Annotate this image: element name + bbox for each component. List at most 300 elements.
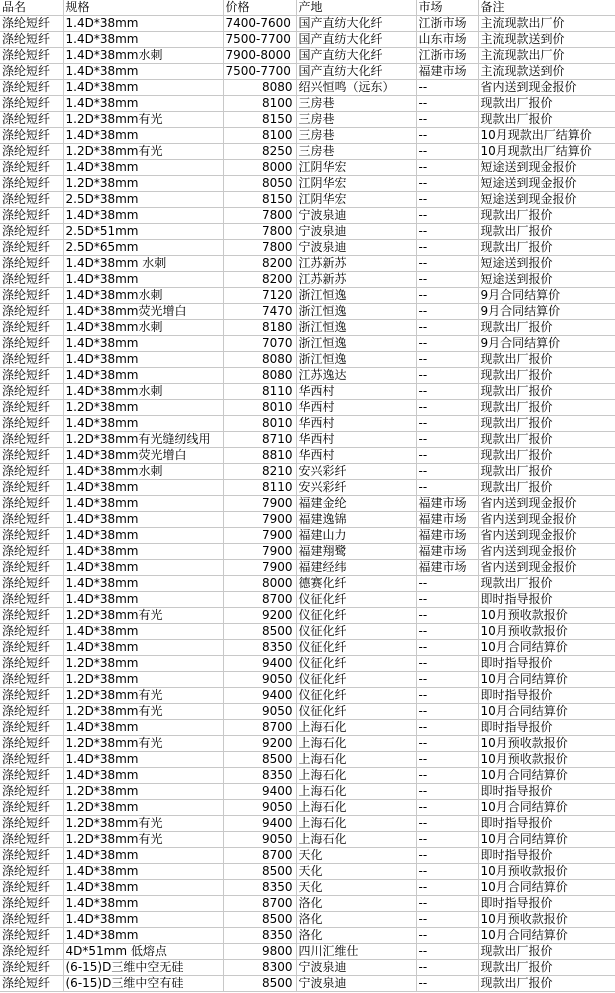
cell-market: -- [416, 944, 478, 960]
cell-price: 7400-7600 [223, 16, 296, 32]
cell-market: -- [416, 784, 478, 800]
cell-spec: 1.4D*38mm [63, 896, 223, 912]
cell-remark: 省内送到现金报价 [478, 528, 615, 544]
cell-price: 7500-7700 [223, 32, 296, 48]
cell-price: 7800 [223, 224, 296, 240]
cell-price: 8350 [223, 880, 296, 896]
cell-origin: 仪征化纤 [296, 608, 416, 624]
cell-origin: 江苏新苏 [296, 272, 416, 288]
cell-remark: 10月合同结算价 [478, 880, 615, 896]
cell-spec: 1.2D*38mm [63, 656, 223, 672]
cell-product-name: 涤纶短纤 [0, 848, 63, 864]
cell-remark: 10月预收款报价 [478, 624, 615, 640]
cell-price: 7470 [223, 304, 296, 320]
cell-product-name: 涤纶短纤 [0, 784, 63, 800]
table-row [0, 416, 615, 432]
cell-market: -- [416, 176, 478, 192]
cell-market: -- [416, 288, 478, 304]
cell-price: 9050 [223, 832, 296, 848]
cell-market: 福建市场 [416, 496, 478, 512]
cell-origin: 华西村 [296, 448, 416, 464]
cell-spec: 1.4D*38mm [63, 208, 223, 224]
cell-price: 7900 [223, 560, 296, 576]
cell-origin: 仪征化纤 [296, 624, 416, 640]
cell-remark: 短途送到现金报价 [478, 176, 615, 192]
cell-price: 9400 [223, 784, 296, 800]
cell-price: 8100 [223, 128, 296, 144]
cell-price: 7900 [223, 544, 296, 560]
cell-market: -- [416, 752, 478, 768]
cell-origin: 福建山力 [296, 528, 416, 544]
cell-spec: 1.4D*38mm [63, 528, 223, 544]
cell-market: -- [416, 656, 478, 672]
cell-origin: 宁波泉迪 [296, 240, 416, 256]
cell-product-name: 涤纶短纤 [0, 80, 63, 96]
table-row [0, 400, 615, 416]
cell-remark: 现款出厂报价 [478, 384, 615, 400]
cell-market: 江浙市场 [416, 48, 478, 64]
cell-market: -- [416, 896, 478, 912]
cell-market: -- [416, 864, 478, 880]
cell-remark: 短途送到现金报价 [478, 192, 615, 208]
cell-spec: (6-15)D三维中空无硅 [63, 960, 223, 976]
cell-remark: 10月合同结算价 [478, 928, 615, 944]
cell-remark: 现款出厂报价 [478, 320, 615, 336]
cell-product-name: 涤纶短纤 [0, 160, 63, 176]
cell-product-name: 涤纶短纤 [0, 64, 63, 80]
cell-product-name: 涤纶短纤 [0, 624, 63, 640]
table-row [0, 448, 615, 464]
cell-product-name: 涤纶短纤 [0, 96, 63, 112]
table-row [0, 624, 615, 640]
cell-remark: 主流现款出厂价 [478, 16, 615, 32]
cell-remark: 现款出厂报价 [478, 400, 615, 416]
cell-remark: 即时指导报价 [478, 592, 615, 608]
cell-price: 8080 [223, 352, 296, 368]
cell-spec: 1.4D*38mm [63, 928, 223, 944]
header-remark: 备注 [478, 0, 615, 16]
cell-remark: 现款出厂报价 [478, 96, 615, 112]
cell-price: 8180 [223, 320, 296, 336]
cell-origin: 国产直纺大化纤 [296, 64, 416, 80]
cell-spec: 1.2D*38mm有光 [63, 112, 223, 128]
cell-price: 8700 [223, 896, 296, 912]
cell-price: 9200 [223, 608, 296, 624]
cell-market: -- [416, 928, 478, 944]
cell-product-name: 涤纶短纤 [0, 128, 63, 144]
cell-price: 8010 [223, 416, 296, 432]
cell-product-name: 涤纶短纤 [0, 256, 63, 272]
cell-spec: 1.4D*38mm [63, 80, 223, 96]
table-row [0, 848, 615, 864]
table-row [0, 832, 615, 848]
table-row [0, 944, 615, 960]
cell-price: 8500 [223, 624, 296, 640]
cell-product-name: 涤纶短纤 [0, 448, 63, 464]
cell-remark: 现款出厂报价 [478, 208, 615, 224]
table-row [0, 656, 615, 672]
cell-price: 8700 [223, 592, 296, 608]
cell-spec: 1.4D*38mm [63, 352, 223, 368]
cell-spec: 1.2D*38mm [63, 784, 223, 800]
cell-remark: 省内送到现金报价 [478, 496, 615, 512]
cell-product-name: 涤纶短纤 [0, 800, 63, 816]
cell-price: 8700 [223, 720, 296, 736]
cell-origin: 仪征化纤 [296, 592, 416, 608]
cell-price: 8000 [223, 576, 296, 592]
cell-origin: 仪征化纤 [296, 656, 416, 672]
cell-origin: 国产直纺大化纤 [296, 16, 416, 32]
cell-spec: 1.4D*38mm [63, 32, 223, 48]
cell-price: 8150 [223, 192, 296, 208]
table-row [0, 464, 615, 480]
cell-spec: 1.4D*38mm [63, 560, 223, 576]
cell-price: 8350 [223, 768, 296, 784]
cell-remark: 即时指导报价 [478, 896, 615, 912]
cell-origin: 浙江恒逸 [296, 320, 416, 336]
cell-origin: 仪征化纤 [296, 704, 416, 720]
cell-spec: 1.2D*38mm [63, 400, 223, 416]
cell-spec: 1.4D*38mm [63, 848, 223, 864]
cell-product-name: 涤纶短纤 [0, 272, 63, 288]
cell-product-name: 涤纶短纤 [0, 352, 63, 368]
cell-price: 8080 [223, 368, 296, 384]
cell-remark: 9月合同结算价 [478, 304, 615, 320]
cell-price: 8300 [223, 960, 296, 976]
table-row [0, 288, 615, 304]
header-price: 价格 [223, 0, 296, 16]
cell-origin: 福建金纶 [296, 496, 416, 512]
cell-spec: 1.2D*38mm有光 [63, 144, 223, 160]
table-row [0, 496, 615, 512]
cell-spec: 1.4D*38mm [63, 624, 223, 640]
cell-product-name: 涤纶短纤 [0, 336, 63, 352]
cell-market: -- [416, 624, 478, 640]
cell-market: -- [416, 672, 478, 688]
cell-spec: 2.5D*38mm [63, 192, 223, 208]
cell-spec: 1.2D*38mm有光 [63, 736, 223, 752]
cell-origin: 江阴华宏 [296, 160, 416, 176]
cell-origin: 天化 [296, 880, 416, 896]
cell-origin: 国产直纺大化纤 [296, 48, 416, 64]
table-row [0, 48, 615, 64]
cell-market: -- [416, 192, 478, 208]
table-row [0, 32, 615, 48]
cell-origin: 国产直纺大化纤 [296, 32, 416, 48]
cell-price: 8080 [223, 80, 296, 96]
cell-origin: 上海石化 [296, 832, 416, 848]
cell-price: 8710 [223, 432, 296, 448]
table-row [0, 304, 615, 320]
cell-spec: 1.2D*38mm [63, 672, 223, 688]
cell-origin: 华西村 [296, 432, 416, 448]
cell-remark: 9月合同结算价 [478, 288, 615, 304]
table-row [0, 160, 615, 176]
cell-spec: 1.4D*38mm [63, 768, 223, 784]
cell-price: 8200 [223, 272, 296, 288]
cell-origin: 三房巷 [296, 112, 416, 128]
cell-remark: 10月预收款报价 [478, 912, 615, 928]
cell-market: -- [416, 112, 478, 128]
cell-product-name: 涤纶短纤 [0, 288, 63, 304]
cell-remark: 省内送到现金报价 [478, 80, 615, 96]
cell-remark: 10月合同结算价 [478, 800, 615, 816]
cell-product-name: 涤纶短纤 [0, 480, 63, 496]
cell-remark: 10月合同结算价 [478, 704, 615, 720]
cell-origin: 浙江恒逸 [296, 288, 416, 304]
cell-product-name: 涤纶短纤 [0, 112, 63, 128]
cell-product-name: 涤纶短纤 [0, 656, 63, 672]
cell-product-name: 涤纶短纤 [0, 400, 63, 416]
cell-remark: 短途送到报价 [478, 272, 615, 288]
cell-price: 8010 [223, 400, 296, 416]
cell-spec: 1.4D*38mm [63, 576, 223, 592]
cell-product-name: 涤纶短纤 [0, 608, 63, 624]
cell-price: 8810 [223, 448, 296, 464]
table-row [0, 880, 615, 896]
cell-spec: 1.4D*38mm水刺 [63, 384, 223, 400]
cell-product-name: 涤纶短纤 [0, 560, 63, 576]
cell-price: 8000 [223, 160, 296, 176]
cell-market: -- [416, 240, 478, 256]
cell-origin: 三房巷 [296, 144, 416, 160]
cell-spec: 1.4D*38mm [63, 416, 223, 432]
table-row [0, 80, 615, 96]
cell-price: 7900 [223, 512, 296, 528]
cell-spec: 1.4D*38mm [63, 64, 223, 80]
cell-price: 8500 [223, 752, 296, 768]
cell-origin: 安兴彩纤 [296, 480, 416, 496]
cell-origin: 福建逸锦 [296, 512, 416, 528]
cell-product-name: 涤纶短纤 [0, 816, 63, 832]
table-row [0, 784, 615, 800]
cell-market: -- [416, 304, 478, 320]
cell-market: -- [416, 768, 478, 784]
cell-spec: 1.4D*38mm荧光增白 [63, 304, 223, 320]
cell-origin: 江阴华宏 [296, 192, 416, 208]
cell-origin: 宁波泉迪 [296, 960, 416, 976]
table-row [0, 688, 615, 704]
cell-market: -- [416, 880, 478, 896]
cell-spec: 1.4D*38mm [63, 640, 223, 656]
table-row [0, 576, 615, 592]
header-product-name: 品名 [0, 0, 63, 16]
cell-origin: 洛化 [296, 912, 416, 928]
cell-origin: 江苏逸达 [296, 368, 416, 384]
table-row [0, 224, 615, 240]
cell-spec: 1.4D*38mm [63, 16, 223, 32]
table-row [0, 256, 615, 272]
cell-remark: 10月合同结算价 [478, 832, 615, 848]
cell-market: -- [416, 352, 478, 368]
table-row [0, 800, 615, 816]
cell-product-name: 涤纶短纤 [0, 384, 63, 400]
cell-origin: 洛化 [296, 896, 416, 912]
cell-remark: 现款出厂报价 [478, 432, 615, 448]
cell-price: 8350 [223, 928, 296, 944]
cell-price: 8150 [223, 112, 296, 128]
cell-origin: 上海石化 [296, 784, 416, 800]
cell-price: 8200 [223, 256, 296, 272]
cell-price: 9050 [223, 672, 296, 688]
table-row [0, 368, 615, 384]
cell-origin: 浙江恒逸 [296, 336, 416, 352]
cell-remark: 10月合同结算价 [478, 640, 615, 656]
cell-market: -- [416, 128, 478, 144]
cell-spec: 1.2D*38mm有光 [63, 608, 223, 624]
cell-spec: 1.4D*38mm水刺 [63, 288, 223, 304]
cell-price: 9800 [223, 944, 296, 960]
cell-product-name: 涤纶短纤 [0, 32, 63, 48]
table-row [0, 480, 615, 496]
cell-product-name: 涤纶短纤 [0, 576, 63, 592]
table-row [0, 976, 615, 992]
cell-market: 福建市场 [416, 528, 478, 544]
cell-spec: 1.4D*38mm [63, 336, 223, 352]
cell-product-name: 涤纶短纤 [0, 208, 63, 224]
cell-spec: 4D*51mm 低熔点 [63, 944, 223, 960]
cell-market: -- [416, 208, 478, 224]
cell-remark: 现款出厂报价 [478, 352, 615, 368]
cell-remark: 10月预收款报价 [478, 752, 615, 768]
cell-product-name: 涤纶短纤 [0, 512, 63, 528]
cell-market: 江浙市场 [416, 16, 478, 32]
cell-market: -- [416, 960, 478, 976]
cell-price: 8500 [223, 912, 296, 928]
table-header-row [0, 0, 615, 16]
cell-remark: 即时指导报价 [478, 688, 615, 704]
cell-remark: 10月合同结算价 [478, 768, 615, 784]
cell-price: 7900-8000 [223, 48, 296, 64]
cell-market: -- [416, 224, 478, 240]
table-row [0, 384, 615, 400]
cell-market: -- [416, 96, 478, 112]
cell-product-name: 涤纶短纤 [0, 704, 63, 720]
cell-market: -- [416, 144, 478, 160]
cell-market: -- [416, 592, 478, 608]
cell-market: -- [416, 272, 478, 288]
table-row [0, 720, 615, 736]
cell-remark: 现款出厂报价 [478, 976, 615, 992]
cell-product-name: 涤纶短纤 [0, 240, 63, 256]
cell-remark: 9月合同结算价 [478, 336, 615, 352]
cell-remark: 短途送到现金报价 [478, 160, 615, 176]
table-row [0, 432, 615, 448]
cell-spec: 1.4D*38mm [63, 272, 223, 288]
cell-price: 8210 [223, 464, 296, 480]
cell-price: 7800 [223, 240, 296, 256]
table-row [0, 112, 615, 128]
cell-origin: 华西村 [296, 416, 416, 432]
cell-remark: 短途送到报价 [478, 256, 615, 272]
cell-market: -- [416, 976, 478, 992]
table-row [0, 752, 615, 768]
cell-price: 9050 [223, 704, 296, 720]
table-row [0, 592, 615, 608]
cell-market: 福建市场 [416, 544, 478, 560]
cell-product-name: 涤纶短纤 [0, 768, 63, 784]
cell-origin: 天化 [296, 864, 416, 880]
cell-price: 8110 [223, 480, 296, 496]
cell-remark: 现款出厂报价 [478, 960, 615, 976]
cell-market: -- [416, 608, 478, 624]
cell-origin: 浙江恒逸 [296, 304, 416, 320]
cell-origin: 仪征化纤 [296, 640, 416, 656]
cell-origin: 上海石化 [296, 736, 416, 752]
header-spec: 规格 [63, 0, 223, 16]
cell-spec: 1.4D*38mm [63, 544, 223, 560]
cell-price: 9400 [223, 688, 296, 704]
cell-spec: 1.2D*38mm有光缝纫线用 [63, 432, 223, 448]
table-row [0, 352, 615, 368]
cell-price: 8110 [223, 384, 296, 400]
cell-remark: 即时指导报价 [478, 784, 615, 800]
cell-spec: 1.2D*38mm有光 [63, 704, 223, 720]
cell-product-name: 涤纶短纤 [0, 16, 63, 32]
cell-market: -- [416, 160, 478, 176]
cell-price: 7120 [223, 288, 296, 304]
table-row [0, 208, 615, 224]
cell-remark: 10月预收款报价 [478, 608, 615, 624]
cell-origin: 福建翔鹭 [296, 544, 416, 560]
cell-market: -- [416, 384, 478, 400]
cell-product-name: 涤纶短纤 [0, 880, 63, 896]
cell-spec: 1.2D*38mm有光 [63, 832, 223, 848]
cell-spec: 1.4D*38mm [63, 160, 223, 176]
cell-market: -- [416, 416, 478, 432]
cell-product-name: 涤纶短纤 [0, 544, 63, 560]
cell-product-name: 涤纶短纤 [0, 976, 63, 992]
cell-spec: 1.4D*38mm [63, 880, 223, 896]
cell-remark: 现款出厂报价 [478, 112, 615, 128]
cell-remark: 主流现款送到价 [478, 32, 615, 48]
cell-origin: 江阴华宏 [296, 176, 416, 192]
cell-product-name: 涤纶短纤 [0, 304, 63, 320]
cell-price: 8500 [223, 864, 296, 880]
cell-origin: 绍兴恒鸣（远东） [296, 80, 416, 96]
cell-product-name: 涤纶短纤 [0, 752, 63, 768]
cell-product-name: 涤纶短纤 [0, 144, 63, 160]
cell-spec: 1.4D*38mm 水刺 [63, 256, 223, 272]
cell-spec: 1.4D*38mm [63, 864, 223, 880]
cell-market: 福建市场 [416, 64, 478, 80]
cell-market: -- [416, 368, 478, 384]
cell-price: 9200 [223, 736, 296, 752]
cell-price: 8250 [223, 144, 296, 160]
cell-remark: 即时指导报价 [478, 720, 615, 736]
cell-remark: 省内送到现金报价 [478, 512, 615, 528]
cell-product-name: 涤纶短纤 [0, 928, 63, 944]
cell-market: -- [416, 448, 478, 464]
table-row [0, 640, 615, 656]
cell-market: -- [416, 256, 478, 272]
cell-price: 8050 [223, 176, 296, 192]
table-row [0, 672, 615, 688]
cell-spec: 1.4D*38mm水刺 [63, 48, 223, 64]
cell-origin: 华西村 [296, 400, 416, 416]
cell-remark: 主流现款送到价 [478, 64, 615, 80]
cell-market: 福建市场 [416, 560, 478, 576]
cell-product-name: 涤纶短纤 [0, 368, 63, 384]
cell-origin: 华西村 [296, 384, 416, 400]
cell-remark: 10月现款出厂结算价 [478, 128, 615, 144]
cell-remark: 即时指导报价 [478, 848, 615, 864]
cell-spec: 1.4D*38mm荧光增白 [63, 448, 223, 464]
cell-market: 福建市场 [416, 512, 478, 528]
cell-remark: 即时指导报价 [478, 816, 615, 832]
cell-remark: 10月预收款报价 [478, 864, 615, 880]
cell-price: 7900 [223, 528, 296, 544]
